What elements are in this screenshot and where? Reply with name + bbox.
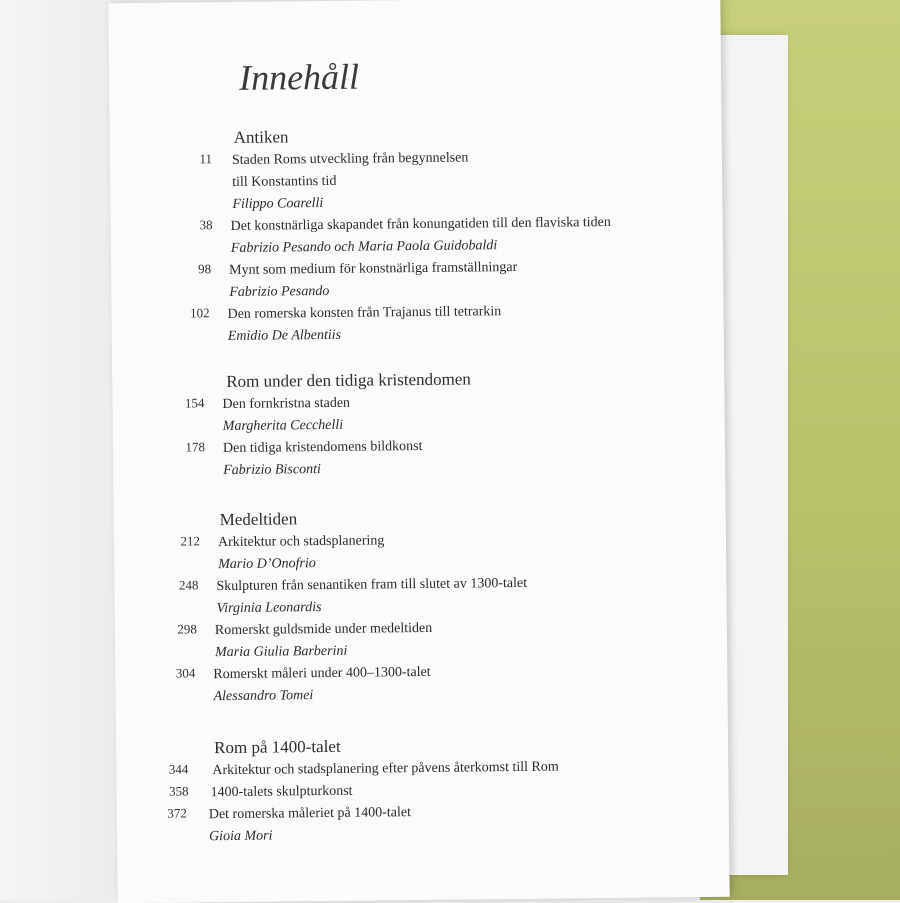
page-title: Innehåll bbox=[238, 56, 360, 98]
toc-entry[interactable] bbox=[114, 571, 714, 621]
entry-title: Mynt som medium för konstnärliga framställningar bbox=[229, 259, 518, 278]
toc-entry[interactable] bbox=[115, 659, 715, 709]
toc-entry[interactable] bbox=[115, 615, 715, 665]
entry-title: Staden Roms utveckling från begynnelsen bbox=[231, 150, 469, 168]
entry-title-line2: till Konstantins tid bbox=[232, 173, 337, 190]
entry-title: Den romerska konsten från Trajanus till tetrarkin bbox=[227, 304, 502, 322]
entry-title: Romerskt guldsmide under medeltiden bbox=[214, 620, 433, 639]
page-number: 372 bbox=[167, 805, 187, 821]
entry-author: Virginia Leonardis bbox=[216, 600, 322, 617]
entry-author: Mario D’Onofrio bbox=[218, 556, 316, 573]
entry-title: Det konstnärliga skapandet från konungatiden till den flaviska tiden bbox=[230, 214, 611, 234]
page-number: 154 bbox=[184, 395, 205, 411]
toc-entry[interactable] bbox=[111, 211, 711, 261]
page-number: 102 bbox=[189, 305, 210, 321]
entry-author: Margherita Cecchelli bbox=[222, 417, 344, 435]
toc-section-antiken bbox=[110, 123, 712, 349]
section-title: Rom på 1400-talet bbox=[214, 736, 341, 758]
page-number: 344 bbox=[168, 761, 189, 777]
entry-author: Fabrizio Pesando bbox=[229, 283, 330, 300]
entry-title: Det romerska måleriet på 1400-talet bbox=[208, 805, 412, 823]
toc-entry[interactable] bbox=[114, 527, 714, 577]
page-number: 298 bbox=[177, 621, 197, 637]
page-number: 358 bbox=[168, 783, 189, 799]
toc-entry[interactable] bbox=[117, 799, 717, 849]
section-title: Rom under den tidiga kristendomen bbox=[226, 369, 471, 392]
page-number: 212 bbox=[180, 533, 201, 549]
page-number: 248 bbox=[178, 577, 199, 593]
page-number: 38 bbox=[199, 217, 213, 233]
entry-author: Emidio De Albentiis bbox=[227, 327, 342, 344]
entry-title: Romerskt måleri under 400–1300-talet bbox=[213, 664, 431, 683]
entry-title: Arkitektur och stadsplanering bbox=[217, 533, 385, 551]
entry-author: Maria Giulia Barberini bbox=[215, 643, 348, 661]
toc-entry[interactable] bbox=[111, 255, 711, 305]
entry-author: Filippo Coarelli bbox=[232, 195, 324, 212]
section-title: Antiken bbox=[233, 127, 289, 147]
toc-entry[interactable] bbox=[113, 433, 713, 483]
entry-author: Gioia Mori bbox=[208, 828, 273, 845]
entry-author: Fabrizio Pesando och Maria Paola Guidobaldi bbox=[230, 238, 498, 256]
page-number: 178 bbox=[185, 439, 206, 455]
entry-title: Den tidiga kristendomens bildkonst bbox=[222, 438, 423, 457]
page-number: 98 bbox=[198, 261, 212, 277]
section-title: Medeltiden bbox=[219, 509, 298, 530]
toc-entry[interactable] bbox=[111, 299, 711, 349]
toc-section-medeltiden bbox=[114, 505, 716, 709]
entry-title: Den fornkristna staden bbox=[222, 395, 351, 413]
entry-author: Alessandro Tomei bbox=[213, 688, 314, 705]
toc-section-tidig-kristendom bbox=[112, 367, 713, 483]
entry-title: 1400-talets skulpturkonst bbox=[210, 783, 353, 801]
entry-title: Skulpturen från senantiken fram till slutet av 1300-talet bbox=[216, 575, 528, 595]
background-left bbox=[0, 0, 118, 900]
page-number: 11 bbox=[199, 151, 213, 167]
entry-title: Arkitektur och stadsplanering efter påvens återkomst till Rom bbox=[212, 759, 559, 779]
toc-entry[interactable] bbox=[110, 145, 711, 217]
entry-author: Fabrizio Bisconti bbox=[223, 462, 321, 479]
page-number: 304 bbox=[175, 665, 196, 681]
book-page bbox=[108, 0, 729, 903]
toc-entry[interactable] bbox=[112, 389, 712, 439]
toc-section-1400-talet bbox=[116, 733, 717, 849]
